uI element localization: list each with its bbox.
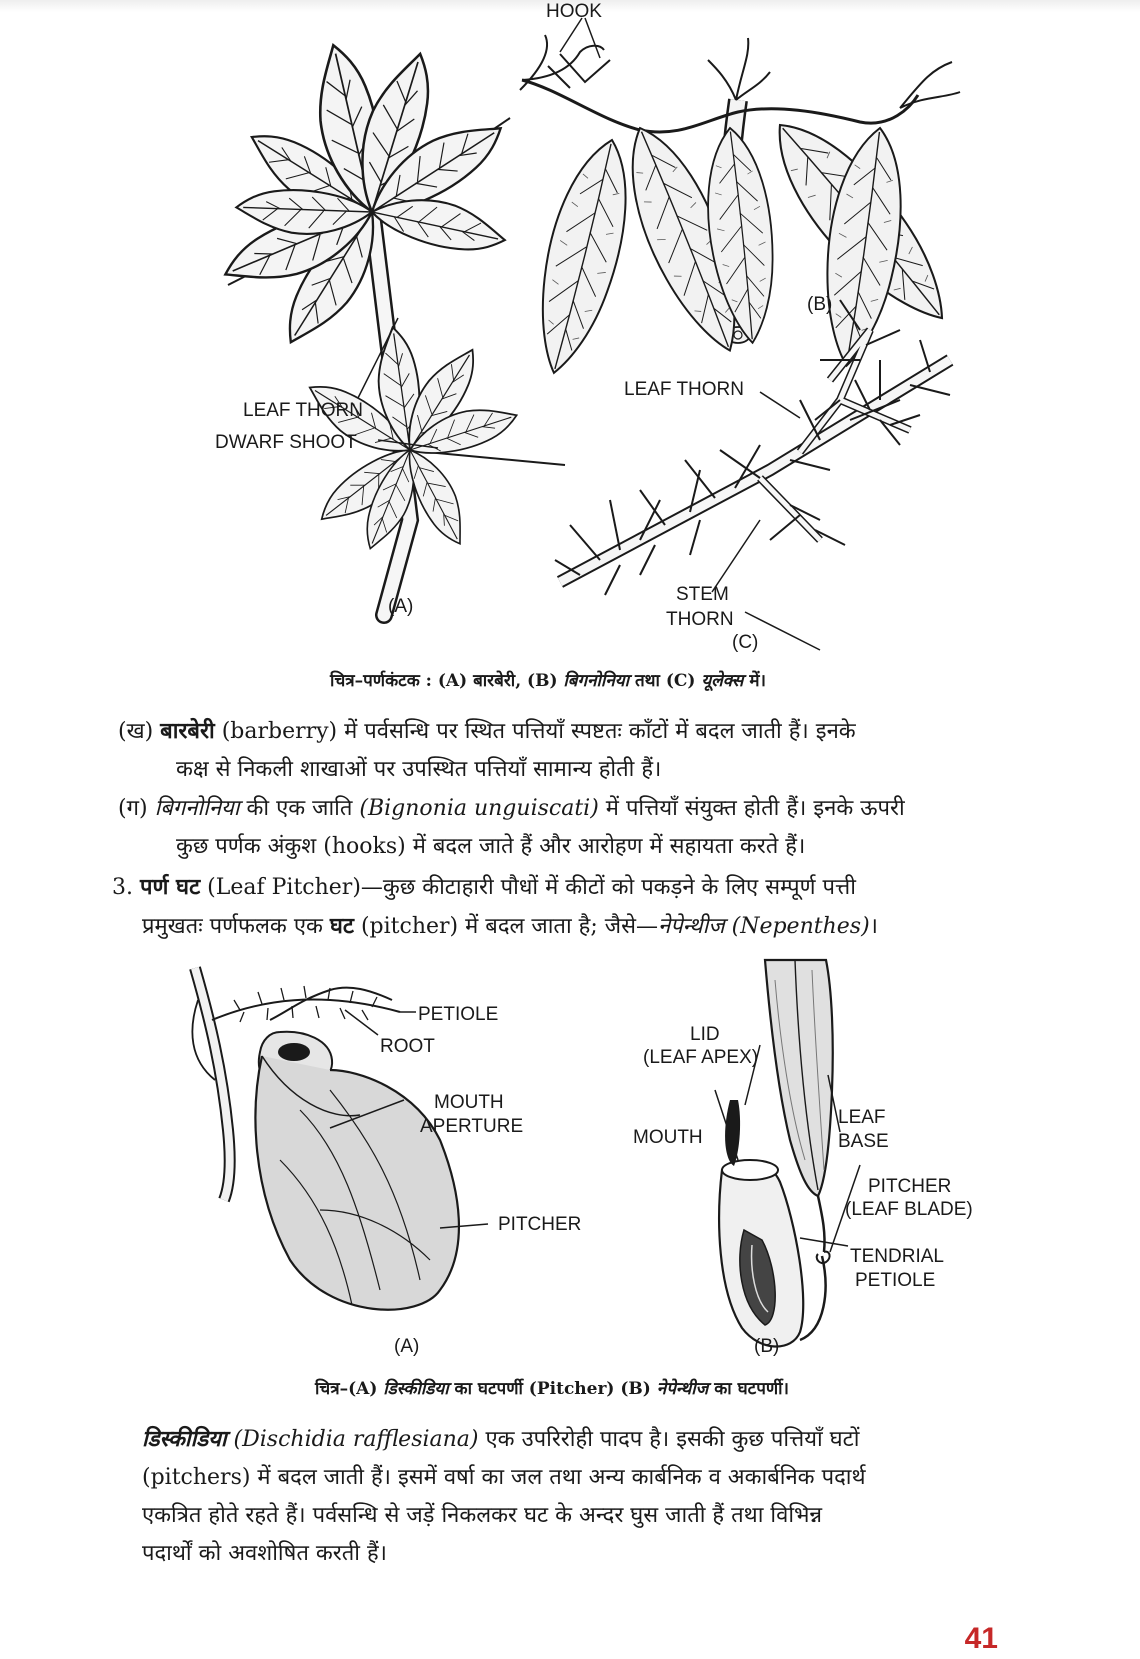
paragraph-three-end: । xyxy=(869,914,878,939)
paragraph-three-text1: (Leaf Pitcher)—कुछ कीटाहारी पौधों में कीटों को पकड़ने के लिए सम्पूर्ण पत्ती xyxy=(200,875,856,900)
figure-pitchers xyxy=(0,960,1140,1360)
paragraph-dischidia-line4: पदार्थों को अवशोषित करती हैं। xyxy=(142,1541,388,1566)
caption2-middle: का घटपर्णी (Pitcher) (B) xyxy=(448,1379,657,1399)
term-nepenthes-en: (Nepenthes) xyxy=(731,914,870,939)
marker-three: 3. xyxy=(112,875,133,900)
label-pitcher-b: PITCHER xyxy=(868,1176,952,1197)
label-tendrial: TENDRIAL xyxy=(850,1246,944,1267)
figure2-caption xyxy=(0,1376,1122,1399)
paragraph-kha-line2: कक्ष से निकली शाखाओं पर उपस्थित पत्तियाँ सामान्य होती हैं। xyxy=(176,757,662,782)
caption-ulex: यूलेक्स xyxy=(701,671,744,691)
label-panel-c: (C) xyxy=(732,632,759,653)
caption2-prefix: चित्र–(A) xyxy=(315,1379,384,1399)
ulex-drawing xyxy=(555,300,950,595)
paragraph-three-text2b: (pitcher) में बदल जाता है; जैसे— xyxy=(353,914,658,939)
paragraph-ga-line1 xyxy=(118,790,1078,828)
label-thorn: THORN xyxy=(666,609,734,630)
label-leaf-thorn-c: LEAF THORN xyxy=(624,379,745,400)
label-mouth-b: MOUTH xyxy=(633,1127,703,1148)
term-leaf-pitcher: पर्ण घट xyxy=(140,874,201,900)
term-nepenthes-hi: नेपेन्थीज xyxy=(657,914,725,939)
label-leaf-apex: (LEAF APEX) xyxy=(643,1047,759,1068)
label-panel-a2: (A) xyxy=(394,1336,420,1357)
page-number: 41 xyxy=(964,1622,998,1655)
paragraph-dischidia xyxy=(142,1420,1084,1573)
label-base: BASE xyxy=(838,1131,889,1152)
label-mouth-a: MOUTH xyxy=(434,1092,504,1113)
label-pitcher-a: PITCHER xyxy=(498,1214,582,1235)
label-leaf: LEAF xyxy=(838,1107,886,1128)
paragraph-kha-text1: (barberry) में पर्वसन्धि पर स्थित पत्तियाँ स्पष्टतः काँटों में बदल जाती हैं। इनके xyxy=(214,719,856,744)
ulex-labels xyxy=(624,379,820,653)
paragraph-dischidia-line2: (pitchers) में बदल जाती हैं। इसमें वर्षा का जल तथा अन्य कार्बनिक व अकार्बनिक पदार्थ xyxy=(142,1465,866,1490)
caption2-suffix: का घटपर्णी। xyxy=(708,1379,789,1399)
label-panel-b2: (B) xyxy=(754,1336,780,1357)
paragraph-kha xyxy=(118,712,1078,789)
caption-suffix: में। xyxy=(743,671,766,691)
label-leaf-blade: (LEAF BLADE) xyxy=(845,1199,973,1220)
label-petiole-b: PETIOLE xyxy=(855,1270,936,1291)
caption-bignonia: बिगनोनिया xyxy=(563,671,630,691)
label-petiole: PETIOLE xyxy=(418,1004,499,1025)
label-hook: HOOK xyxy=(546,1,602,22)
paragraph-three-text2a: प्रमुखतः पर्णफलक एक xyxy=(142,914,330,939)
label-aperture: APERTURE xyxy=(420,1116,524,1137)
bignonia-drawing xyxy=(520,35,969,381)
label-lid: LID xyxy=(690,1024,720,1045)
paragraph-three-line2 xyxy=(112,907,1082,946)
term-barberry: बारबेरी xyxy=(160,718,215,744)
paragraph-kha-line1 xyxy=(118,712,1078,751)
paragraph-dischidia-line1 xyxy=(142,1420,1084,1459)
paragraph-dischidia-line3: एकत्रित होते रहते हैं। पर्वसन्धि से जड़ें निकलकर घट के अन्दर घुस जाती हैं तथा विभिन्न xyxy=(142,1503,823,1528)
label-root: ROOT xyxy=(380,1036,435,1057)
label-dwarf-shoot: DWARF SHOOT xyxy=(215,432,357,453)
marker-kha: (ख) xyxy=(118,719,154,744)
figure-leaf-thorns xyxy=(0,0,1140,653)
marker-ga: (ग) xyxy=(118,796,148,821)
caption2-nepenthes: नेपेन्थीज xyxy=(656,1379,709,1399)
species-dischidia: (Dischidia rafflesiana) xyxy=(233,1427,479,1452)
paragraph-ga-text1a: की एक जाति xyxy=(239,796,360,821)
barberry-drawing xyxy=(217,40,565,615)
term-ghat: घट xyxy=(329,913,354,939)
paragraph-ga-text1b: में पत्तियाँ संयुक्त होती हैं। इनके ऊपरी xyxy=(598,796,905,821)
term-dischidia: डिस्कीडिया xyxy=(142,1426,227,1452)
caption-prefix: चित्र–पर्णकंटक : (A) बारबेरी, (B) xyxy=(330,671,564,691)
paragraph-dischidia-text1: एक उपरिरोही पादप है। इसकी कुछ पत्तियाँ घटों xyxy=(478,1427,860,1452)
label-panel-b: (B) xyxy=(807,294,833,315)
label-leaf-thorn-a: LEAF THORN xyxy=(243,400,364,421)
label-stem: STEM xyxy=(676,584,729,605)
paragraph-ga-line2: कुछ पर्णक अंकुश (hooks) में बदल जाते हैं और आरोहण में सहायता करते हैं। xyxy=(176,834,806,859)
term-bignonia: बिगनोनिया xyxy=(154,796,240,821)
figure1-caption xyxy=(0,668,1118,691)
paragraph-three xyxy=(112,868,1082,946)
caption-middle: तथा (C) xyxy=(629,671,702,691)
paragraph-ga xyxy=(118,790,1078,866)
species-bignonia: (Bignonia unguiscati) xyxy=(359,796,599,821)
caption2-dischidia: डिस्कीडिया xyxy=(383,1379,449,1399)
label-panel-a: (A) xyxy=(388,596,414,617)
paragraph-three-line1 xyxy=(112,868,1082,907)
